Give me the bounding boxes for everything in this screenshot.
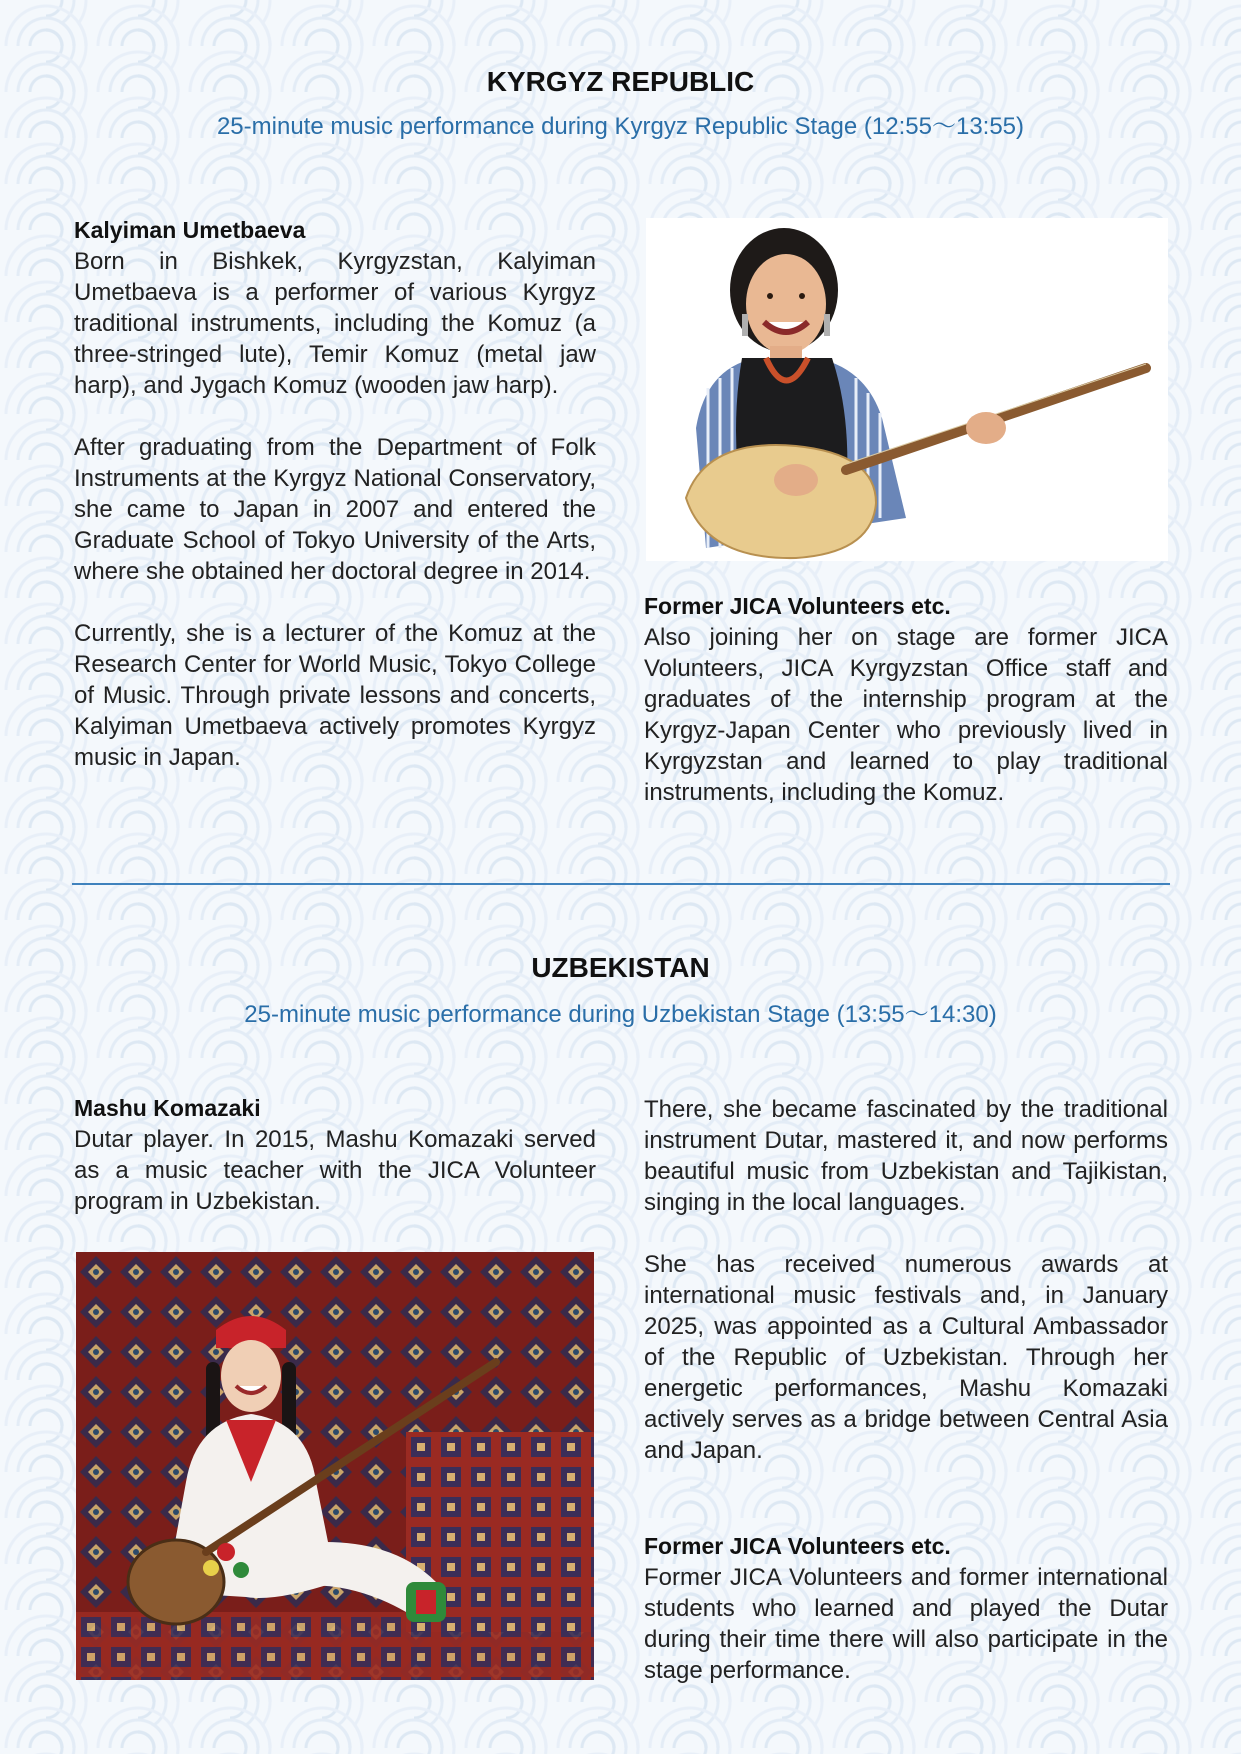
- kyrgyz-volunteers-text: Also joining her on stage are former JICA Volunteers, JICA Kyrgyzstan Office staff and graduates of the internship program at the Kyrgyz-Japan Center who previously lived in Kyrgyzstan and learned to play traditional instruments, including the Komuz.: [644, 624, 1168, 806]
- kyrgyz-bio-paragraph-2: After graduating from the Department of Folk Instruments at the Kyrgyz National Conservatory, she came to Japan in 2007 and entered the Graduate School of Tokyo University of the Arts, where she obtained her doctoral degree in 2014.: [74, 434, 596, 585]
- uzbek-volunteers-text: Former JICA Volunteers and former international students who learned and played the Dutar during their time there will also participate in the stage performance.: [644, 1564, 1168, 1684]
- kalyiman-photo-illustration: [646, 218, 1168, 561]
- performer-name-kalyiman: Kalyiman Umetbaeva: [74, 217, 306, 243]
- uzbek-section-subtitle: 25-minute music performance during Uzbekistan Stage (13:55～14:30): [244, 1001, 997, 1028]
- kyrgyz-section-subtitle: 25-minute music performance during Kyrgyz Republic Stage (12:55～13:55): [216, 113, 1025, 140]
- kyrgyz-section-title: KYRGYZ REPUBLIC: [486, 66, 755, 97]
- uzbek-volunteers-block: [644, 1531, 1168, 1686]
- uzbek-right-column: [644, 1094, 1168, 1466]
- uzbek-bio-left: Dutar player. In 2015, Mashu Komazaki served as a music teacher with the JICA Volunteer program in Uzbekistan.: [74, 1126, 596, 1215]
- uzbek-left-column: [74, 1093, 596, 1217]
- uzbek-section-title: UZBEKISTAN: [531, 952, 710, 983]
- mashu-photo: [76, 1252, 594, 1680]
- mashu-photo-illustration: [76, 1252, 594, 1680]
- uzbek-bio-right-paragraph-2: She has received numerous awards at international music festivals and, in January 2025, was appointed as a Cultural Ambassador of the Republic of Uzbekistan. Through her energetic performances, Mashu Komazaki actively serves as a bridge between Central Asia and Japan.: [644, 1251, 1168, 1464]
- kyrgyz-bio-paragraph-3: Currently, she is a lecturer of the Komuz at the Research Center for World Music, Tokyo College of Music. Through private lessons and concerts, Kalyiman Umetbaeva actively promotes Kyrgyz music in Japan.: [74, 620, 596, 771]
- kyrgyz-right-column: [644, 591, 1168, 808]
- section-divider: [72, 883, 1170, 885]
- kalyiman-photo: [646, 218, 1168, 561]
- kyrgyz-left-column: [74, 215, 596, 773]
- kyrgyz-bio-paragraph-1: Born in Bishkek, Kyrgyzstan, Kalyiman Umetbaeva is a performer of various Kyrgyz traditional instruments, including the Komuz (a three-stringed lute), Temir Komuz (metal jaw harp), and Jygach Komuz (wooden jaw harp).: [74, 248, 596, 399]
- uzbek-bio-right-paragraph-1: There, she became fascinated by the traditional instrument Dutar, mastered it, and now performs beautiful music from Uzbekistan and Tajikistan, singing in the local languages.: [644, 1096, 1168, 1216]
- performer-name-mashu: Mashu Komazaki: [74, 1095, 261, 1121]
- kyrgyz-volunteers-heading: Former JICA Volunteers etc.: [644, 593, 951, 619]
- uzbek-volunteers-heading: Former JICA Volunteers etc.: [644, 1533, 951, 1559]
